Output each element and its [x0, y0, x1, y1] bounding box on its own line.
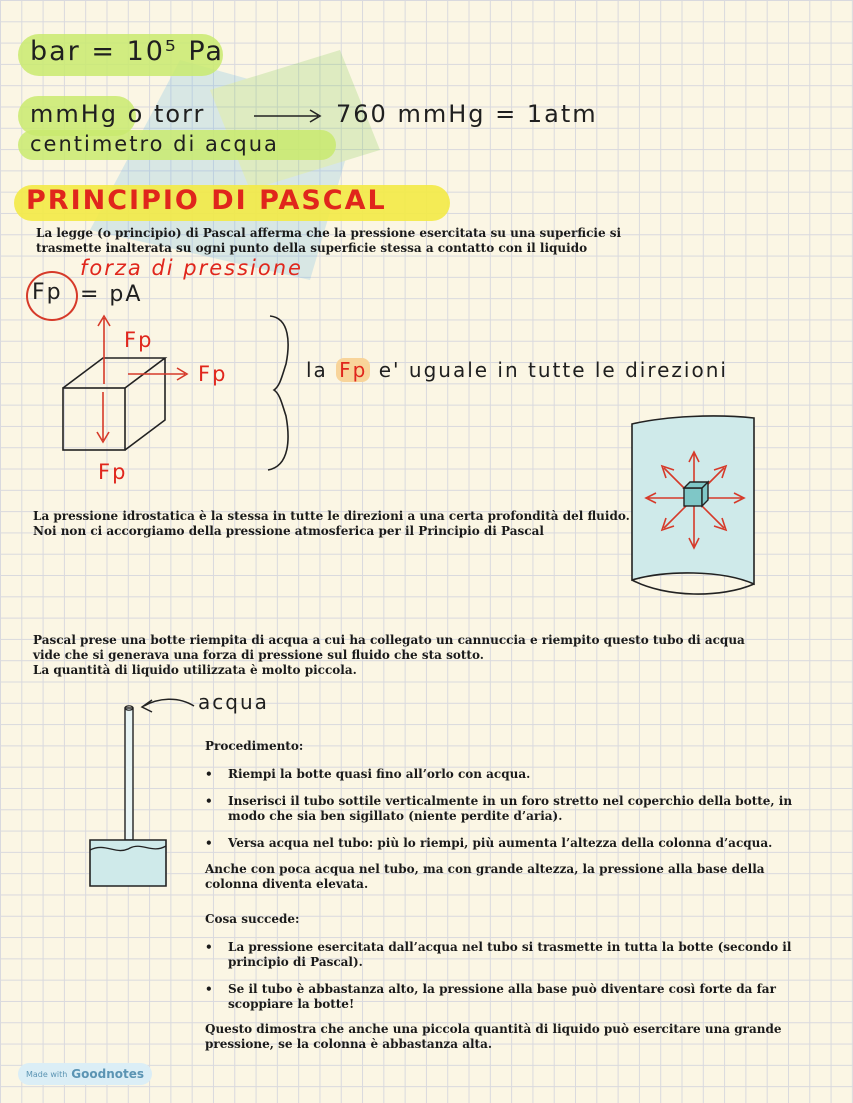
conclusion-text: Questo dimostra che anche una piccola quantità di liquido può esercitare una grande pressione, se la colonna è abbastanza alta. [205, 1022, 782, 1051]
brace-text-pre: la [306, 358, 328, 382]
barrel-paragraph-2: La quantità di liquido utilizzata è molto piccola. [33, 663, 357, 677]
procedure-note: Anche con poca acqua nel tubo, ma con grande altezza, la pressione alla base della colonna diventa elevata. [205, 862, 765, 891]
brace-text-post: e' uguale in tutte le direzioni [378, 358, 728, 382]
outcome-list [205, 940, 795, 1012]
procedure-heading: Procedimento: [205, 739, 304, 753]
centimetro-acqua-label: centimetro di acqua [30, 132, 279, 156]
list-item: • Riempi la botte quasi fino all’orlo con acqua. [205, 767, 795, 782]
barrel-tube-diagram [86, 700, 172, 890]
fluid-container-diagram [626, 412, 762, 602]
force-label: forza di pressione [80, 256, 303, 280]
barrel-paragraph [33, 633, 753, 678]
made-with-goodnotes-badge[interactable] [18, 1063, 152, 1085]
hydrostatic-text [33, 509, 633, 539]
procedure-block [205, 739, 795, 892]
mmhg-torr-label: mmHg o torr [30, 100, 206, 128]
fp-label-top: Fp [124, 328, 154, 352]
footer-brand: Goodnotes [71, 1067, 145, 1081]
section-title: PRINCIPIO DI PASCAL [26, 185, 387, 216]
list-item: • Versa acqua nel tubo: più lo riempi, più aumenta l’altezza della colonna d’acqua. [205, 836, 795, 851]
outcome-block [205, 912, 795, 1052]
brace-icon [262, 314, 296, 474]
atm-equivalence: 760 mmHg = 1atm [336, 100, 598, 128]
list-item: • Inserisci il tubo sottile verticalmente in un foro stretto nel coperchio della botte, in modo che sia ben sigillato (niente perdite d’aria). [205, 794, 795, 824]
outcome-heading: Cosa succede: [205, 912, 300, 926]
fp-label-right: Fp [198, 362, 228, 386]
formula-rhs: = pA [80, 282, 143, 307]
arrow-right-icon [252, 106, 327, 126]
hydrostatic-line-2: Noi non ci accorgiamo della pressione atmosferica per il Principio di Pascal [33, 524, 544, 538]
fp-label-bottom: Fp [98, 460, 128, 484]
barrel-paragraph-1: Pascal prese una botte riempita di acqua a cui ha collegato un cannuccia e riempito questo tubo di acqua vide che si generava una forza di pressione sul fluido che sta sotto. [33, 633, 745, 662]
hydrostatic-line-1: La pressione idrostatica è la stessa in tutte le direzioni a una certa profondità del fluido. [33, 509, 630, 523]
acqua-label: acqua [198, 690, 269, 714]
bar-definition: bar = 10⁵ Pa [30, 36, 224, 67]
list-item: • Se il tubo è abbastanza alto, la pressione alla base può diventare così forte da far scoppiare la botte! [205, 982, 795, 1012]
brace-text-fp: Fp [336, 358, 370, 382]
pascal-law-text: La legge (o principio) di Pascal afferma che la pressione esercitata su una superficie si trasmette inalterata su ogni punto della superficie stessa a contatto con il liquido [36, 226, 622, 255]
footer-made-with: Made with [25, 1069, 68, 1079]
brace-statement [306, 358, 728, 382]
list-item: • La pressione esercitata dall’acqua nel tubo si trasmette in tutta la botte (secondo il principio di Pascal). [205, 940, 795, 970]
fp-symbol: Fp [32, 280, 63, 305]
procedure-list [205, 767, 795, 851]
